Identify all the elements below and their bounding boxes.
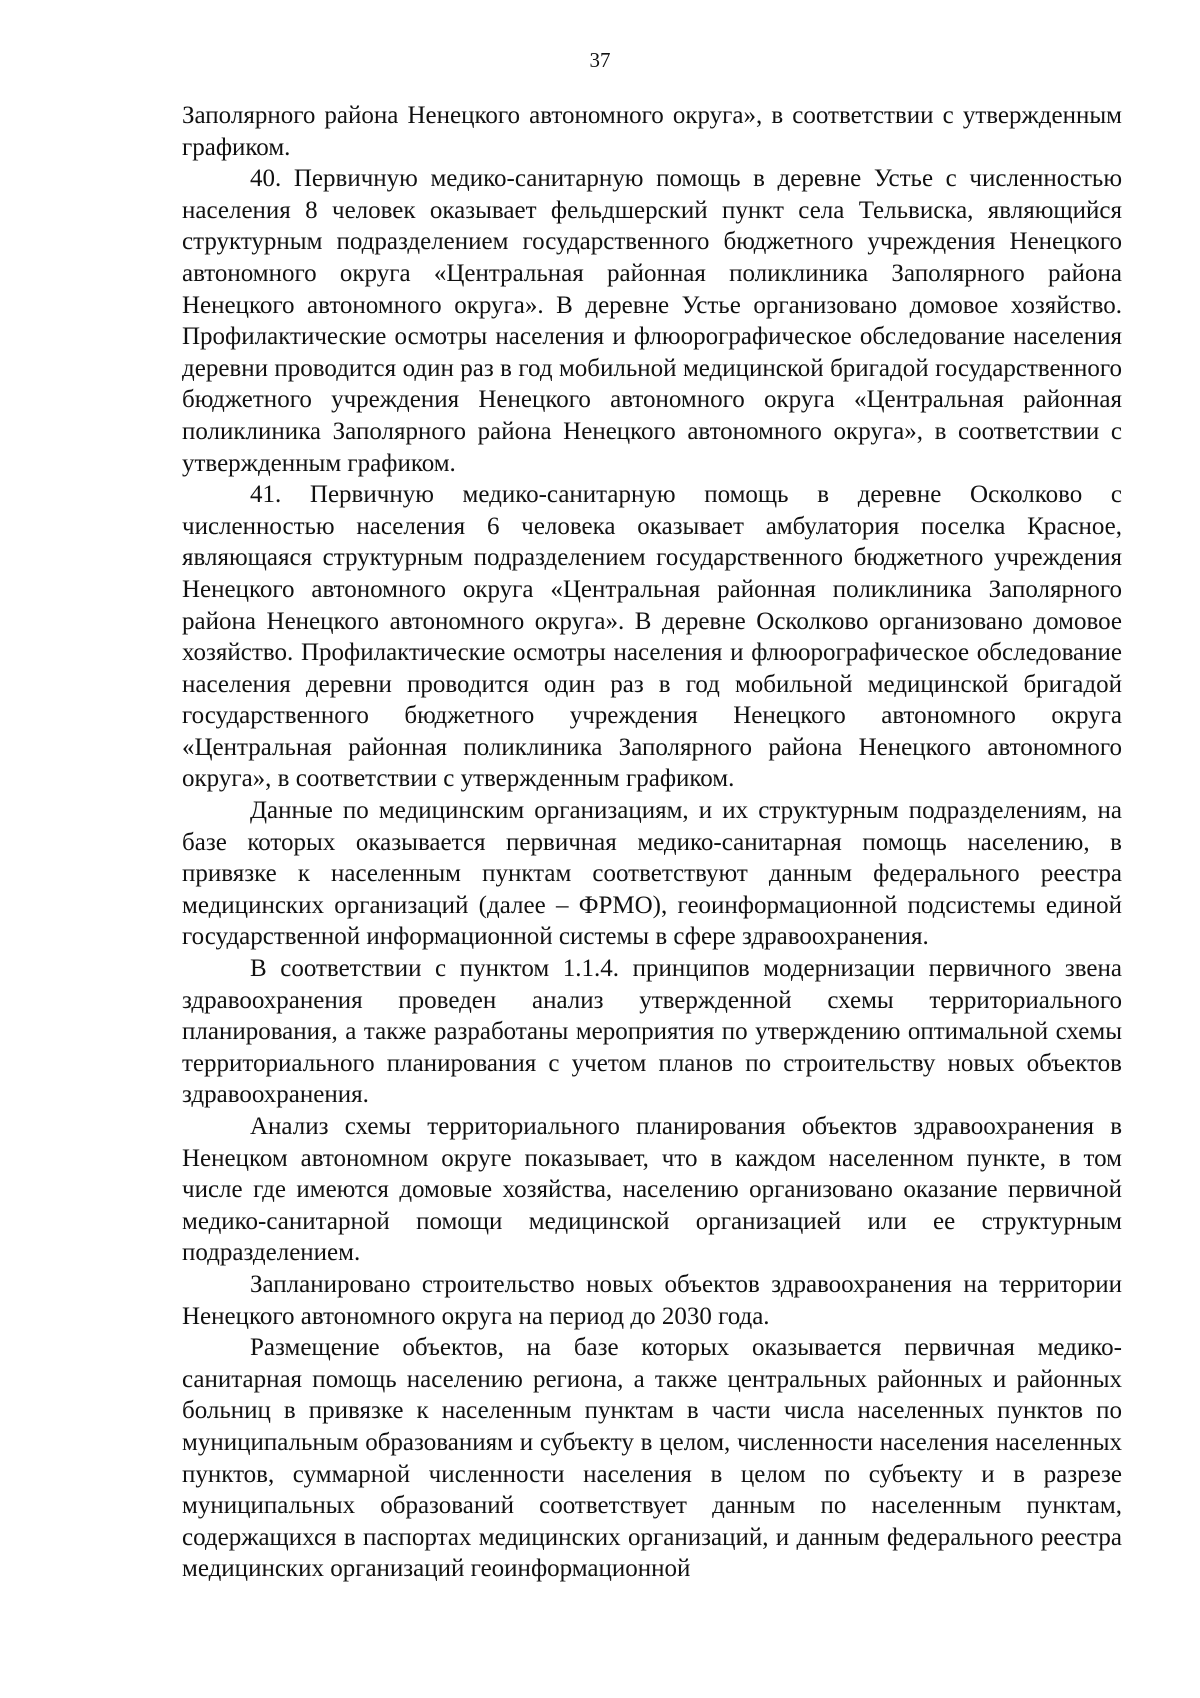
paragraph-item-41: 41. Первичную медико-санитарную помощь в деревне Осколково с численностью населения 6 человека оказывает амбулатория поселка Красное, являющаяся структурным подразделением государственного бюджетного учреждения Ненецкого автономного округа «Центральная районная поликлиника Заполярного района Ненецкого автономного округа». В деревне Осколково организовано домовое хозяйство. Профилактические осмотры населения и флюорографическое обследование населения деревни проводится один раз в год мобильной медицинской бригадой государственного бюджетного учреждения Ненецкого автономного округа «Центральная районная поликлиника Заполярного района Ненецкого автономного округа», в соответствии с утвержденным графиком. <box>182 481 1122 793</box>
page-number: 37 <box>589 48 611 72</box>
paragraph-modernization: В соответствии с пунктом 1.1.4. принципов модернизации первичного звена здравоохранения проведен анализ утвержденной схемы территориального планирования, а также разработаны мероприятия по утверждению оптимальной схемы территориального планирования с учетом планов по строительству новых объектов здравоохранения. <box>182 955 1122 1109</box>
paragraph-placement: Размещение объектов, на базе которых оказывается первичная медико-санитарная помощь населению региона, а также центральных районных и районных больниц в привязке к населенным пунктам в части числа населенных пунктов по муниципальным образованиям и субъекту в целом, численности населения населенных пунктов, суммарной численности населения в целом по субъекту и в разрезе муниципальных образований соответствует данным по населенным пунктам, содержащихся в паспортах медицинских организаций, и данным федерального реестра медицинских организаций геоинформационной <box>182 1334 1122 1583</box>
paragraph-frmo-data: Данные по медицинским организациям, и их структурным подразделениям, на базе которых оказывается первичная медико-санитарная помощь населению, в привязке к населенным пунктам соответствуют данным федерального реестра медицинских организаций (далее – ФРМО), геоинформационной подсистемы единой государственной информационной системы в сфере здравоохранения. <box>182 797 1122 951</box>
paragraph-construction-plan: Запланировано строительство новых объектов здравоохранения на территории Ненецкого автономного округа на период до 2030 года. <box>182 1270 1122 1330</box>
document-body <box>182 100 1122 1585</box>
paragraph-continuation: Заполярного района Ненецкого автономного округа», в соответствии с утвержденным графиком. <box>182 102 1122 161</box>
paragraph-planning-analysis: Анализ схемы территориального планирования объектов здравоохранения в Ненецком автономном округе показывает, что в каждом населенном пункте, в том числе где имеются домовые хозяйства, населению организовано оказание первичной медико-санитарной помощи медицинской организацией или ее структурным подразделением. <box>182 1113 1122 1267</box>
paragraph-item-40: 40. Первичную медико-санитарную помощь в деревне Устье с численностью населения 8 человек оказывает фельдшерский пункт села Тельвиска, являющийся структурным подразделением государственного бюджетного учреждения Ненецкого автономного округа «Центральная районная поликлиника Заполярного района Ненецкого автономного округа». В деревне Устье организовано домовое хозяйство. Профилактические осмотры населения и флюорографическое обследование населения деревни проводится один раз в год мобильной медицинской бригадой государственного бюджетного учреждения Ненецкого автономного округа «Центральная районная поликлиника Заполярного района Ненецкого автономного округа», в соответствии с утвержденным графиком. <box>182 165 1122 477</box>
